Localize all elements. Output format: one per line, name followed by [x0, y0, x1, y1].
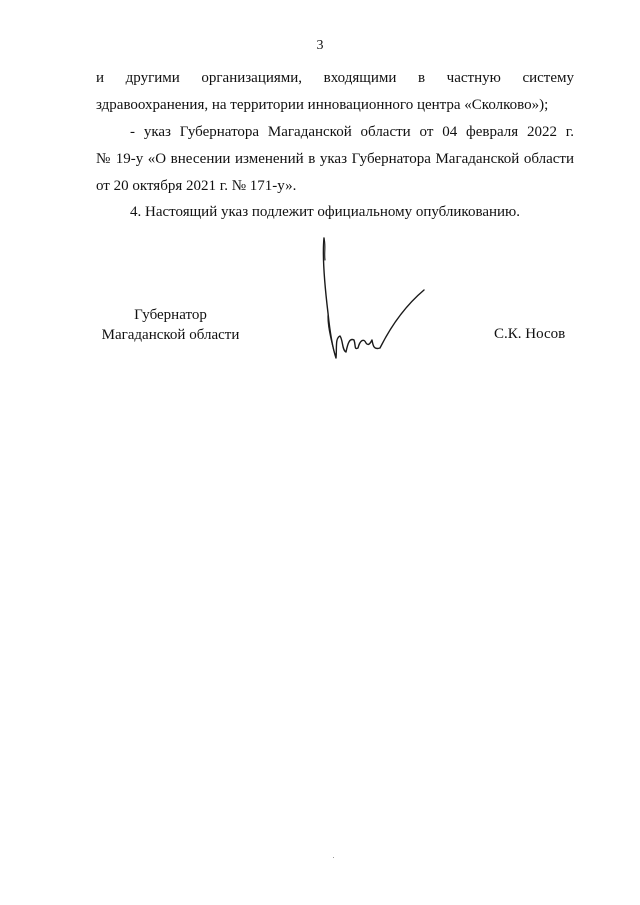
scan-artifact [333, 857, 334, 858]
signer-name: С.К. Носов [494, 326, 566, 342]
paragraph-publication [96, 199, 574, 226]
text-line: и другими организациями, входящими в частную систему [96, 70, 574, 86]
text-line: здравоохранения, на территории инновационного центра «Сколково»); [96, 97, 549, 113]
text-line: № 19-у «О внесении изменений в указ Губернатора Магаданской области [96, 151, 574, 167]
paragraph-continuation [96, 65, 574, 119]
signer-position [98, 305, 243, 345]
page-number: 3 [316, 38, 324, 53]
paragraph-decree [96, 119, 574, 200]
text-line: от 20 октября 2021 г. № 171-у». [96, 178, 297, 194]
position-line: Магаданской области [101, 327, 240, 343]
position-line: Губернатор [134, 307, 207, 323]
text-line: 4. Настоящий указ подлежит официальному опубликованию. [130, 204, 521, 220]
handwritten-signature [310, 228, 435, 368]
text-line: - указ Губернатора Магаданской области от 04 февраля 2022 г. [130, 124, 574, 140]
